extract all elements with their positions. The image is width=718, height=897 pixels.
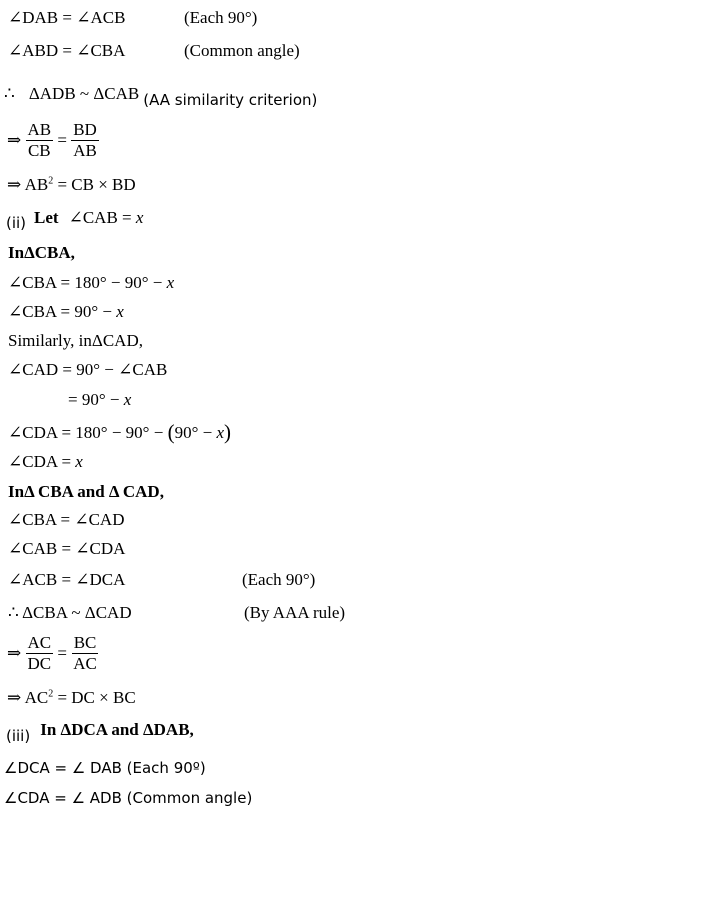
reason-note: (AA similarity criterion)	[143, 91, 318, 109]
equation: ∠ABD = ∠CBA	[8, 41, 126, 60]
equation: ∠CBA = 180° − 90° −	[8, 273, 167, 292]
line-dca-dab: ∠DCA = ∠ DAB (Each 90º)	[4, 759, 206, 777]
reason-note: (Each 90°)	[184, 8, 258, 27]
equation: ∠CBA = 90° −	[8, 302, 117, 321]
line-in-cba-and-cad: InΔ CBA and Δ CAD,	[8, 482, 164, 501]
equation: ∠DAB = ∠ACB	[8, 8, 126, 27]
equation: ΔADB ~ ΔCAB	[28, 84, 140, 103]
line-ratio-ab-cb	[7, 121, 99, 160]
reason-note: (By AAA rule)	[244, 603, 346, 622]
variable-x: x	[123, 390, 132, 409]
line-cba-cad: ∠CBA = ∠CAD	[8, 510, 125, 529]
line-acb-dca	[8, 570, 316, 590]
line-similarly-in-cad: Similarly, inΔCAD,	[8, 331, 143, 350]
implies-symbol: ⇒	[7, 130, 22, 150]
equation: ∴ ΔCBA ~ ΔCAD	[8, 603, 132, 622]
line-part-iii	[6, 720, 194, 745]
line-cda-x	[8, 452, 83, 472]
exponent: 2	[48, 175, 54, 187]
variable-x: x	[216, 423, 224, 442]
variable-x: x	[135, 208, 144, 227]
line-ab-squared	[7, 175, 136, 195]
line-ac-squared	[7, 688, 136, 708]
equation: ∠CDA = 180° − 90° −	[8, 423, 168, 442]
part-label: (ii)	[6, 214, 27, 232]
equals-sign: =	[57, 643, 67, 663]
line-cad-continued	[68, 390, 131, 410]
inner-expr: 90° −	[174, 423, 217, 442]
line-similarity-cba-cad	[8, 603, 346, 623]
variable-x: x	[116, 302, 124, 321]
implies-symbol: ⇒	[7, 175, 22, 194]
line-cad-90: ∠CAD = 90° − ∠CAB	[8, 360, 168, 379]
implies-symbol: ⇒	[7, 643, 22, 663]
therefore-symbol: ∴	[4, 84, 15, 103]
implies-symbol: ⇒	[7, 688, 22, 707]
equation: ∠CAB =	[68, 208, 136, 227]
part-label: (iii)	[6, 727, 31, 745]
line-cab-cda: ∠CAB = ∠CDA	[8, 539, 126, 558]
line-cda-180	[8, 420, 231, 445]
lhs: AC	[24, 688, 49, 707]
rhs: = CB × BD	[53, 175, 136, 194]
equation: = 90° −	[68, 390, 124, 409]
line-similarity-adb-cab	[4, 84, 318, 109]
line-cba-90	[8, 302, 124, 322]
heading: In ΔDCA and ΔDAB,	[40, 720, 194, 739]
open-paren: (	[167, 420, 175, 444]
variable-x: x	[75, 452, 83, 471]
fraction-bc-ac: $\frac{BC}{AC}$	[73, 633, 97, 673]
line-angle-dab-acb	[8, 8, 258, 28]
line-cda-adb: ∠CDA = ∠ ADB (Common angle)	[4, 789, 253, 807]
line-part-ii-let	[6, 208, 144, 232]
reason-note: (Each 90°)	[242, 570, 316, 589]
equals-sign: =	[57, 130, 67, 150]
let-word: Let	[34, 208, 59, 227]
reason-note: (Common angle)	[184, 41, 300, 60]
lhs: AB	[24, 175, 49, 194]
fraction-ac-dc: $\frac{AC}{DC}$	[27, 633, 52, 673]
close-paren: )	[224, 420, 231, 444]
line-cba-180	[8, 273, 174, 293]
fraction-bd-ab: $\frac{BD}{AB}$	[73, 120, 97, 160]
equation: ∠CDA =	[8, 452, 76, 471]
line-ratio-ac-dc	[7, 634, 99, 673]
fraction-ab-cb: $\frac{AB}{CB}$	[27, 120, 52, 160]
exponent: 2	[48, 688, 54, 700]
line-angle-abd-cba	[8, 41, 300, 61]
variable-x: x	[166, 273, 175, 292]
equation: ∠ACB = ∠DCA	[8, 570, 126, 589]
rhs: = DC × BC	[53, 688, 136, 707]
line-in-cba: InΔCBA,	[8, 243, 75, 262]
